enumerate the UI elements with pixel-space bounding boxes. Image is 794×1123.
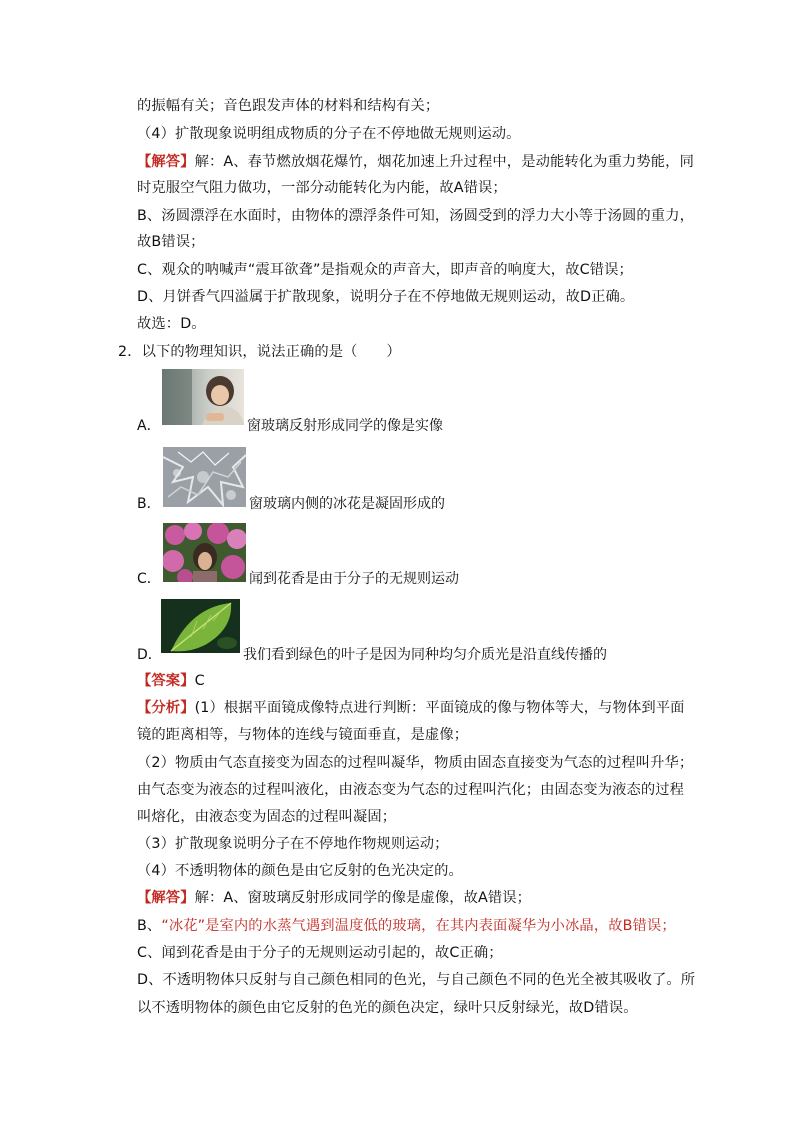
flowers-photo	[163, 523, 246, 582]
option-label-c: C．	[137, 571, 161, 587]
solution-tag: 【解答】	[137, 890, 195, 906]
prev-solution-line: 故B错误；	[137, 234, 205, 250]
solution-line: C、闻到花香是由于分子的无规则运动引起的，故C正确；	[137, 945, 503, 961]
girl-at-window-photo	[162, 369, 244, 425]
prev-solution-line: 时克服空气阻力做功，一部分动能转化为内能，故A错误；	[137, 180, 507, 196]
answer-value: C	[194, 673, 205, 689]
question-stem: 2．以下的物理知识，说法正确的是（ ）	[118, 344, 401, 360]
answer-tag: 【答案】	[137, 673, 195, 689]
prev-answer-line: 的振幅有关；音色跟发声体的材料和结构有关；	[137, 98, 440, 114]
analysis-tag: 【分析】	[137, 700, 195, 716]
solution-red-text: “冰花”是室内的水蒸气遇到温度低的玻璃，在其内表面凝华为小冰晶，故B错误；	[161, 918, 676, 934]
prev-solution-line	[137, 152, 694, 172]
solution-line: 以不透明物体的颜色由它反射的色光的颜色决定，绿叶只反射绿光，故D错误。	[137, 1000, 638, 1016]
option-label-d: D．	[137, 647, 162, 663]
option-label-b: B．	[137, 496, 161, 512]
solution-prefix: B、	[137, 918, 162, 934]
solution-line	[137, 888, 531, 908]
analysis-text: (1）根据平面镜成像特点进行判断：平面镜成的像与物体等大，与物体到平面	[194, 700, 685, 716]
analysis-line: （4）不透明物体的颜色是由它反射的色光决定的。	[137, 863, 463, 879]
option-text-c: 闻到花香是由于分子的无规则运动	[249, 571, 459, 587]
option-text-b: 窗玻璃内侧的冰花是凝固形成的	[249, 496, 445, 512]
solution-line: D、不透明物体只反射与自己颜色相同的色光，与自己颜色不同的色光全被其吸收了。所	[137, 972, 696, 988]
prev-choice: 故选：D。	[137, 316, 206, 332]
analysis-line: 镜的距离相等，与物体的连线与镜面垂直，是虚像；	[137, 727, 469, 743]
prev-solution-line: D、月饼香气四溢属于扩散现象，说明分子在不停地做无规则运动，故D正确。	[137, 289, 635, 305]
prev-solution-line: C、观众的呐喊声“震耳欲聋”是指观众的声音大，即声音的响度大，故C错误；	[137, 262, 633, 278]
analysis-line: （3）扩散现象说明分子在不停地作物规则运动；	[137, 836, 449, 852]
answer-line	[137, 671, 205, 691]
solution-text: 解：A、窗玻璃反射形成同学的像是虚像，故A错误；	[194, 890, 532, 906]
analysis-line	[137, 698, 685, 718]
option-label-a: A．	[137, 418, 161, 434]
solution-text: 解：A、春节燃放烟花爆竹，烟花加速上升过程中，是动能转化为重力势能，同	[194, 154, 694, 170]
green-leaf-photo	[161, 599, 240, 653]
analysis-line: （2）物质由气态直接变为固态的过程叫凝华，物质由固态直接变为气态的过程叫升华；	[137, 755, 694, 771]
solution-line	[137, 916, 676, 936]
solution-tag: 【解答】	[137, 154, 195, 170]
prev-answer-line: （4）扩散现象说明组成物质的分子在不停地做无规则运动。	[137, 126, 521, 142]
prev-solution-line: B、汤圆漂浮在水面时，由物体的漂浮条件可知，汤圆受到的浮力大小等于汤圆的重力，	[137, 208, 694, 224]
option-text-a: 窗玻璃反射形成同学的像是实像	[247, 418, 443, 434]
analysis-line: 叫熔化，由液态变为固态的过程叫凝固；	[137, 809, 397, 825]
analysis-line: 由气态变为液态的过程叫液化，由液态变为气态的过程叫汽化；由固态变为液态的过程	[137, 782, 685, 798]
option-text-d: 我们看到绿色的叶子是因为同种均匀介质光是沿直线传播的	[243, 647, 607, 663]
ice-flower-photo	[163, 447, 246, 507]
